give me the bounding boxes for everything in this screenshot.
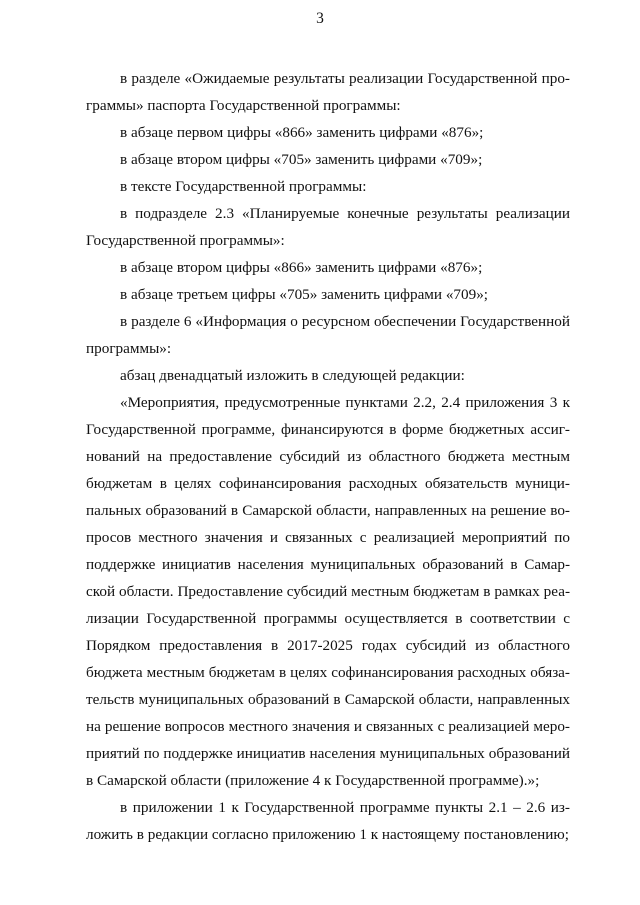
text-line: в тексте Государственной программы:: [120, 178, 367, 195]
text-line: бюджетам в целях софинансирования расходных обязательств муници-: [86, 475, 570, 492]
text-line: нований на предоставление субсидий из областного бюджета местным: [86, 448, 570, 465]
page-number: 3: [316, 10, 324, 27]
text-line: Порядком предоставления в 2017-2025 годах субсидий из областного: [86, 637, 570, 654]
text-line: приятий по поддержке инициатив населения муниципальных образований: [86, 745, 570, 762]
text-line: программы»:: [86, 340, 172, 357]
text-line: поддержке инициатив населения муниципальных образований в Самар-: [86, 556, 570, 573]
text-line: на решение вопросов местного значения и связанных с реализацией меро-: [86, 718, 570, 735]
text-line: абзац двенадцатый изложить в следующей редакции:: [120, 367, 465, 384]
text-line: Государственной программы»:: [86, 232, 285, 249]
text-line: в разделе 6 «Информация о ресурсном обеспечении Государственной: [120, 313, 570, 330]
text-line: просов местного значения и связанных с реализацией мероприятий по: [86, 529, 570, 546]
text-line: в подразделе 2.3 «Планируемые конечные результаты реализации: [120, 205, 570, 222]
text-line: ложить в редакции согласно приложению 1 к настоящему постановлению;: [86, 826, 569, 843]
text-line: тельств муниципальных образований в Самарской области, направленных: [86, 691, 570, 708]
text-line: ской области. Предоставление субсидий местным бюджетам в рамках реа-: [86, 583, 570, 600]
text-line: пальных образований в Самарской области, направленных на решение во-: [86, 502, 570, 519]
text-line: в абзаце втором цифры «705» заменить цифрами «709»;: [120, 151, 483, 168]
text-line: Государственной программе, финансируются в форме бюджетных ассиг-: [86, 421, 570, 438]
text-line: «Мероприятия, предусмотренные пунктами 2.2, 2.4 приложения 3 к: [120, 394, 570, 411]
text-line: лизации Государственной программы осуществляется в соответствии с: [86, 610, 570, 627]
text-line: в разделе «Ожидаемые результаты реализации Государственной про-: [120, 70, 570, 87]
text-line: граммы» паспорта Государственной программы:: [86, 97, 401, 114]
text-line: в абзаце втором цифры «866» заменить цифрами «876»;: [120, 259, 483, 276]
text-line: в абзаце третьем цифры «705» заменить цифрами «709»;: [120, 286, 489, 303]
text-line: в абзаце первом цифры «866» заменить цифрами «876»;: [120, 124, 484, 141]
text-line: в приложении 1 к Государственной программе пункты 2.1 – 2.6 из-: [120, 799, 570, 816]
text-line: в Самарской области (приложение 4 к Государственной программе).»;: [86, 772, 540, 789]
text-line: бюджета местным бюджетам в целях софинансирования расходных обяза-: [86, 664, 570, 681]
